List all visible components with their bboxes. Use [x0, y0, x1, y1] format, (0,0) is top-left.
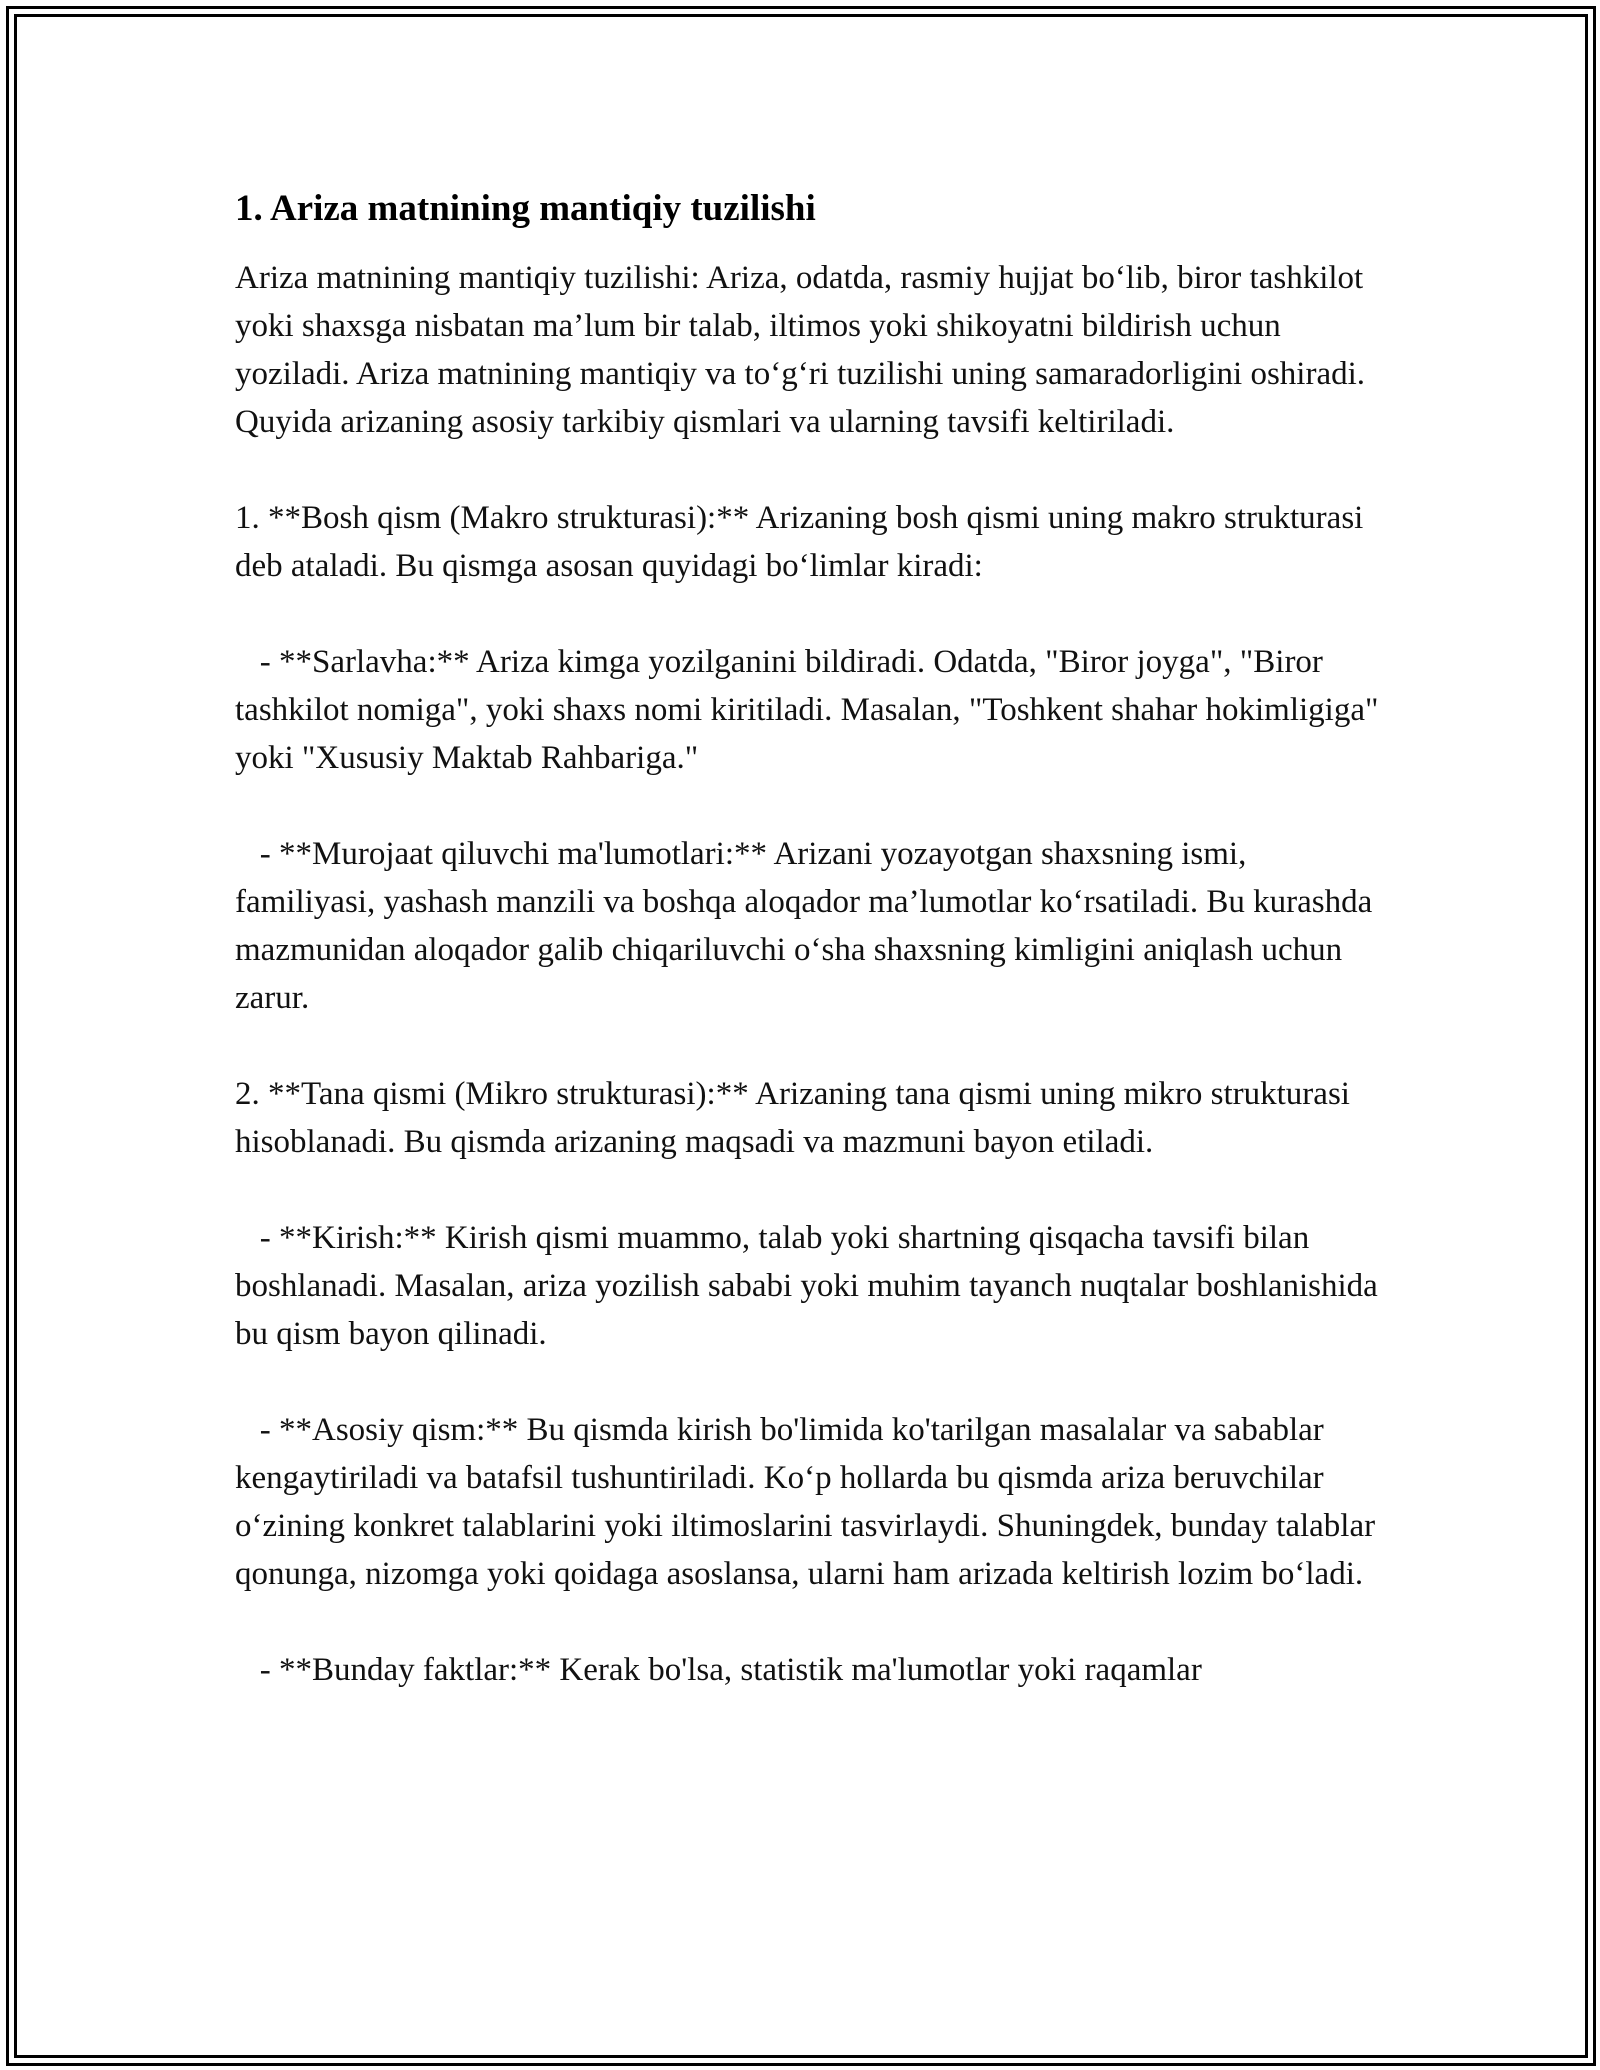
paragraph-sarlavha: - **Sarlavha:** Ariza kimga yozilganini bildiradi. Odatda, "Biror joyga", "Biror tashkilot nomiga", yoki shaxs nomi kiritiladi. Masalan, "Toshkent shahar hokimligiga" yoki "Xususiy Maktab Rahbariga." [235, 644, 1387, 776]
paragraph-bunday-faktlar: - **Bunday faktlar:** Kerak bo'lsa, statistik ma'lumotlar yoki raqamlar [235, 1652, 1202, 1688]
paragraph-kirish: - **Kirish:** Kirish qismi muammo, talab yoki shartning qisqacha tavsifi bilan boshlanadi. Masalan, ariza yozilish sababi yoki muhim tayanch nuqtalar boshlanishida bu qism bayon qilinadi. [235, 1220, 1387, 1352]
paragraph-bosh-qism: 1. **Bosh qism (Makro strukturasi):** Arizaning bosh qismi uning makro strukturasi deb ataladi. Bu qismga asosan quyidagi bo‘limlar kiradi: [235, 500, 1372, 584]
paragraph-intro: Ariza matnining mantiqiy tuzilishi: Ariza, odatda, rasmiy hujjat bo‘lib, biror tashkilot yoki shaxsga nisbatan ma’lum bir talab, iltimos yoki shikoyatni bildirish uchun yoziladi. Ariza matnining mantiqiy va to‘g‘ri tuzilishi uning samaradorligini oshiradi. Quyida arizaning asosiy tarkibiy qismlari va ularning tavsifi keltiriladi. [235, 260, 1374, 440]
document-body [235, 185, 1385, 1742]
paragraph-asosiy-qism: - **Asosiy qism:** Bu qismda kirish bo'limida ko'tarilgan masalalar va sabablar kengaytiriladi va batafsil tushuntiriladi. Ko‘p hollarda bu qismda ariza beruvchilar o‘zining konkret talablarini yoki iltimoslarini tasvirlaydi. Shuningdek, bunday talablar qonunga, nizomga yoki qoidaga asoslansa, ularni ham arizada keltirish lozim bo‘ladi. [235, 1412, 1384, 1592]
document-heading: 1. Ariza matnining mantiqiy tuzilishi [235, 188, 816, 229]
paragraph-murojaat: - **Murojaat qiluvchi ma'lumotlari:** Arizani yozayotgan shaxsning ismi, familiyasi, yashash manzili va boshqa aloqador ma’lumotlar ko‘rsatiladi. Bu kurashda mazmunidan aloqador galib chiqariluvchi o‘sha shaxsning kimligini aniqlash uchun zarur. [235, 836, 1381, 1016]
paragraph-tana-qismi: 2. **Tana qismi (Mikro strukturasi):** Arizaning tana qismi uning mikro strukturasi hisoblanadi. Bu qismda arizaning maqsadi va mazmuni bayon etiladi. [235, 1076, 1359, 1160]
